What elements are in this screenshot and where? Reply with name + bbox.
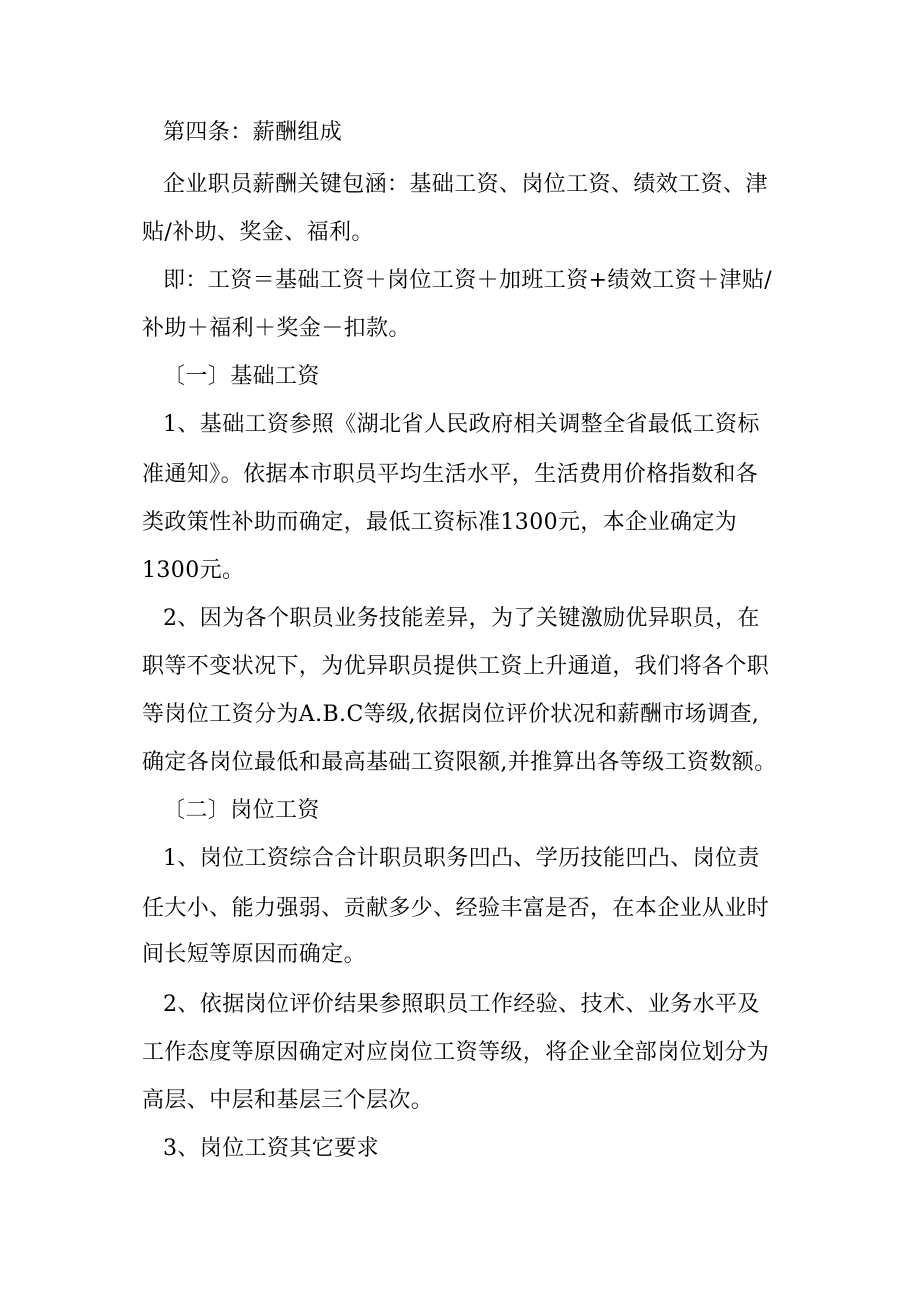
paragraph-line: 高层、中层和基层三个层次。 [142, 1088, 434, 1113]
paragraph-line: 职等不变状况下，为优异职员提供工资上升通道，我们将各个职 [142, 654, 770, 679]
paragraph-line: 2、因为各个职员业务技能差异，为了关键激励优异职员，在 [163, 606, 760, 631]
section-heading: 第四条：薪酬组成 [163, 120, 343, 145]
paragraph-line: 3、岗位工资其它要求 [163, 1136, 379, 1161]
paragraph-line: 2、依据岗位评价结果参照职员工作经验、技术、业务水平及 [163, 992, 760, 1017]
paragraph-line: 等岗位工资分为A.B.C等级,依据岗位评价状况和薪酬市场调查, [142, 702, 760, 727]
paragraph-line: 1、基础工资参照《湖北省人民政府相关调整全省最低工资标 [163, 412, 760, 437]
paragraph-line: 任大小、能力强弱、贡献多少、经验丰富是否，在本企业从业时 [142, 896, 770, 921]
paragraph-line: 准通知》。依据本市职员平均生活水平，生活费用价格指数和各 [142, 462, 759, 487]
paragraph-line: 工作态度等原因确定对应岗位工资等级，将企业全部岗位划分为 [142, 1040, 770, 1065]
paragraph-line: 补助＋福利＋奖金－扣款。 [142, 316, 411, 341]
paragraph-line: 1300元。 [142, 558, 245, 583]
paragraph-line: 确定各岗位最低和最高基础工资限额,并推算出各等级工资数额。 [142, 750, 777, 775]
paragraph-line: 间长短等原因而确定。 [142, 942, 367, 967]
paragraph-line: 贴/补助、奖金、福利。 [142, 220, 374, 245]
subsection-heading: 〔一〕基础工资 [163, 364, 320, 389]
paragraph-line: 类政策性补助而确定，最低工资标准1300元，本企业确定为 [142, 510, 738, 535]
subsection-heading: 〔二〕岗位工资 [163, 798, 320, 823]
paragraph-line: 即：工资＝基础工资＋岗位工资＋加班工资+绩效工资＋津贴/ [163, 268, 773, 293]
paragraph-line: 企业职员薪酬关键包涵：基础工资、岗位工资、绩效工资、津 [163, 172, 768, 197]
paragraph-line: 1、岗位工资综合合计职员职务凹凸、学历技能凹凸、岗位责 [163, 846, 760, 871]
